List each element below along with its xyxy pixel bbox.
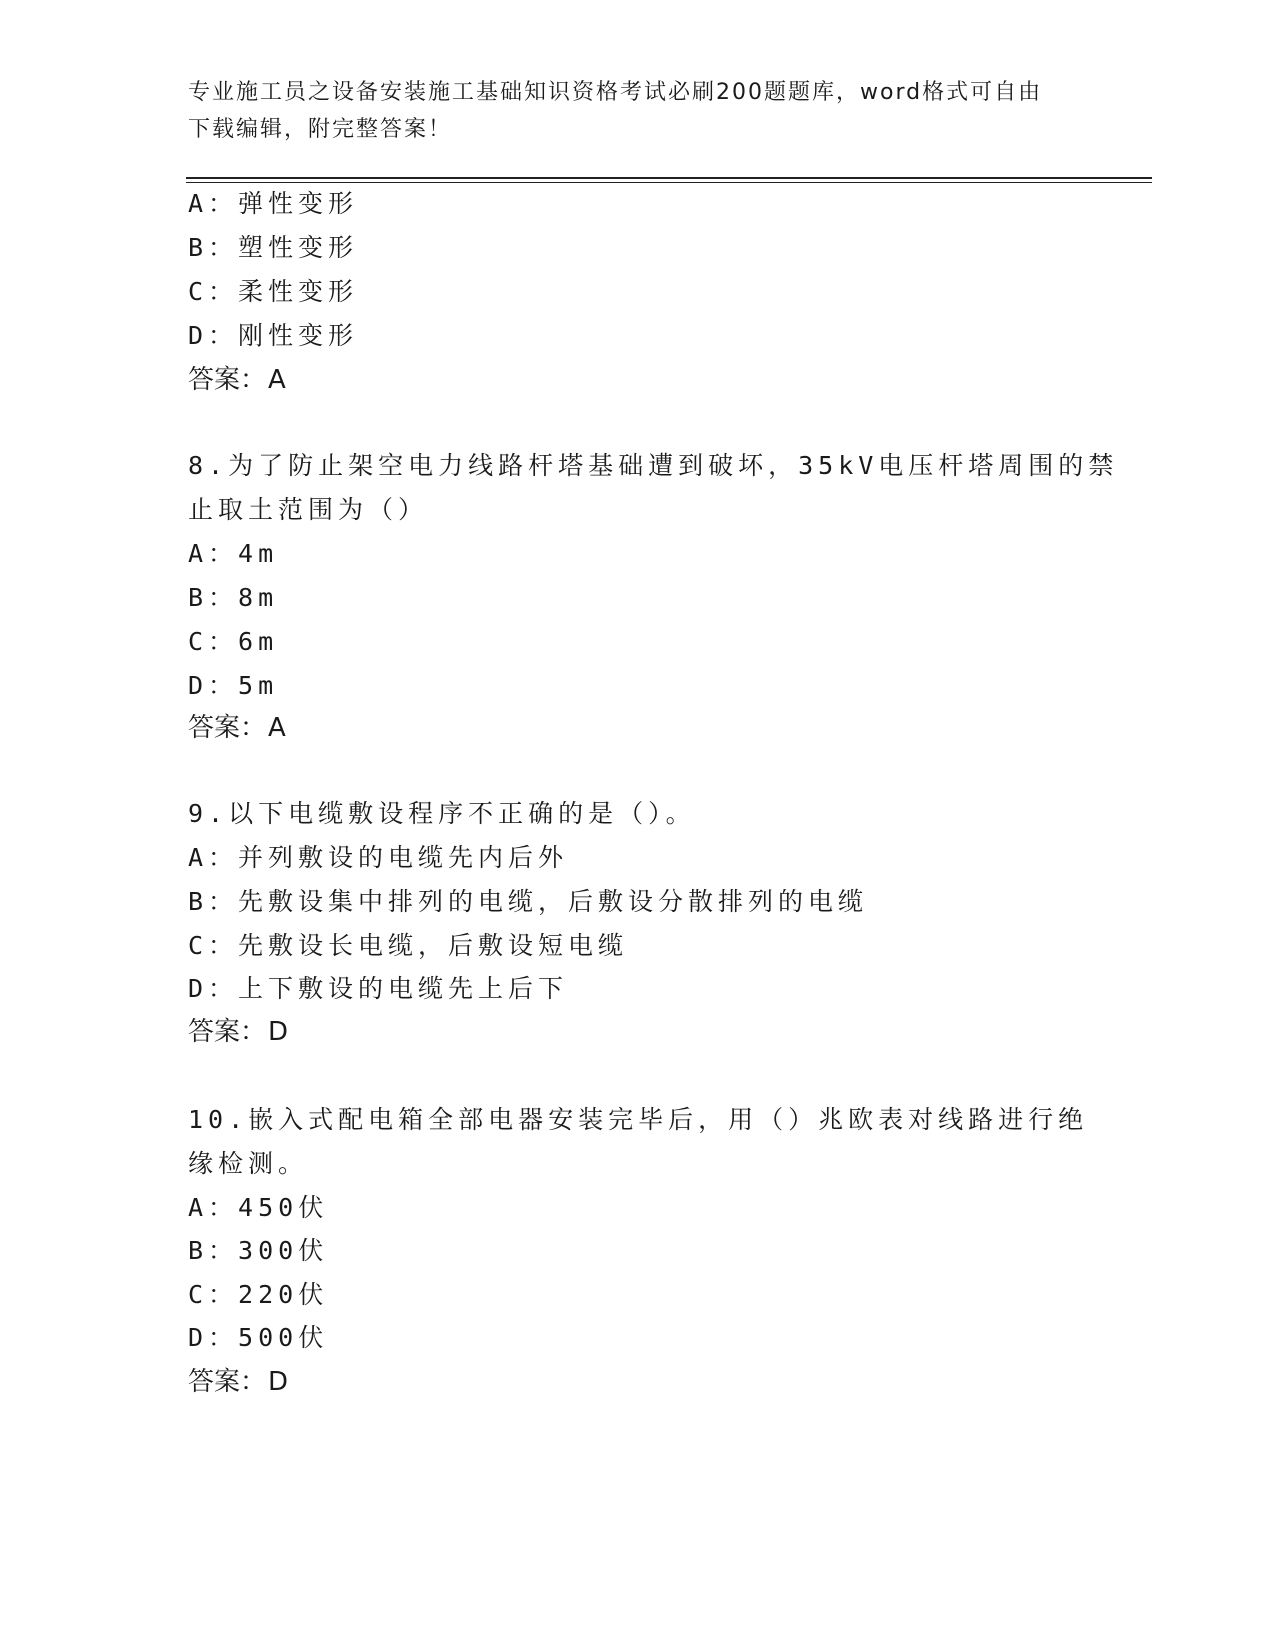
- header-line-2: 下载编辑，附完整答案！: [188, 117, 453, 142]
- header-divider-thin: [186, 182, 1152, 183]
- q8-stem-line-2: 止取土范围为（）: [188, 495, 429, 524]
- header-line-1: 专业施工员之设备安装施工基础知识资格考试必刷200题题库，word格式可自由: [188, 80, 1043, 105]
- q9-option-c: C：先敷设长电缆，后敷设短电缆: [188, 931, 629, 960]
- q10-option-a: A：450伏: [188, 1193, 329, 1222]
- document-header: [188, 74, 1088, 148]
- q8-option-c: C：6m: [188, 627, 279, 656]
- q7-option-a: A：弹性变形: [188, 189, 359, 218]
- q8-answer: [188, 712, 286, 744]
- answer-value: D: [268, 1367, 289, 1397]
- answer-value: D: [268, 1017, 289, 1047]
- q7-option-c: C：柔性变形: [188, 277, 359, 306]
- answer-label: 答案：: [188, 713, 267, 743]
- q7-answer: [188, 364, 286, 396]
- q9-option-a: A：并列敷设的电缆先内后外: [188, 843, 569, 872]
- q7-option-b: B：塑性变形: [188, 233, 359, 262]
- answer-value: A: [268, 713, 286, 743]
- q7-option-d: D：刚性变形: [188, 321, 359, 350]
- q10-stem-line-1: 10.嵌入式配电箱全部电器安装完毕后，用（）兆欧表对线路进行绝: [188, 1105, 1089, 1134]
- q8-option-b: B：8m: [188, 583, 279, 612]
- q9-answer: [188, 1016, 288, 1048]
- answer-label: 答案：: [188, 1017, 267, 1047]
- q10-option-c: C：220伏: [188, 1280, 329, 1309]
- q9-option-b: B：先敷设集中排列的电缆，后敷设分散排列的电缆: [188, 887, 869, 916]
- q9-stem-line-1: 9.以下电缆敷设程序不正确的是（）。: [188, 799, 696, 828]
- q8-option-a: A：4m: [188, 539, 279, 568]
- header-divider-thick: [186, 177, 1152, 179]
- q8-stem-line-1: 8.为了防止架空电力线路杆塔基础遭到破坏，35kV电压杆塔周围的禁: [188, 451, 1119, 480]
- answer-label: 答案：: [188, 365, 267, 395]
- q10-answer: [188, 1366, 288, 1398]
- q10-stem-line-2: 缘检测。: [188, 1149, 309, 1178]
- q10-option-d: D：500伏: [188, 1323, 329, 1352]
- answer-value: A: [268, 365, 286, 395]
- q9-option-d: D：上下敷设的电缆先上后下: [188, 974, 569, 1003]
- answer-label: 答案：: [188, 1367, 267, 1397]
- q8-option-d: D：5m: [188, 671, 279, 700]
- q10-option-b: B：300伏: [188, 1236, 329, 1265]
